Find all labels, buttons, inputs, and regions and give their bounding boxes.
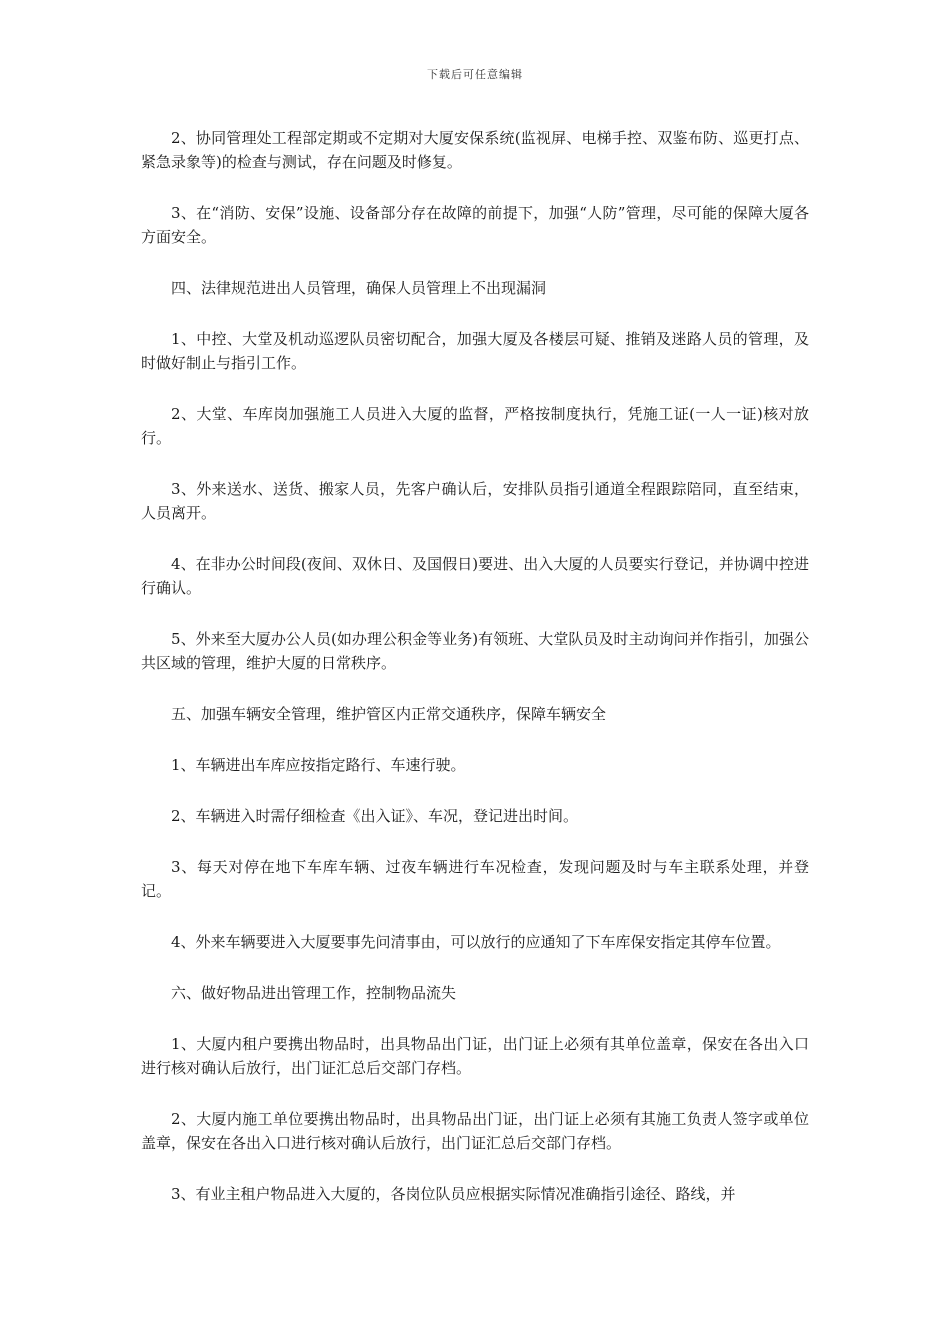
paragraph-item: 2、车辆进入时需仔细检查《出入证》、车况，登记进出时间。 <box>171 807 579 825</box>
paragraph-item: 1、大厦内租户要携出物品时，出具物品出门证，出门证上必须有其单位盖章，保安在各出入口进行核对确认后放行，出门证汇总后交部门存档。 <box>141 1035 809 1077</box>
paragraph-item: 2、协同管理处工程部定期或不定期对大厦安保系统(监视屏、电梯手控、双鉴布防、巡更打点、紧急录象等)的检查与测试，存在问题及时修复。 <box>141 129 809 171</box>
document-body <box>141 126 809 1233</box>
page-header: 下载后可任意编辑 <box>427 68 523 81</box>
section-heading: 五、加强车辆安全管理，维护管区内正常交通秩序，保障车辆安全 <box>171 705 607 723</box>
paragraph-item: 3、外来送水、送货、搬家人员，先客户确认后，安排队员指引通道全程跟踪陪同，直至结束，人员离开。 <box>141 480 809 522</box>
section-heading: 四、法律规范进出人员管理，确保人员管理上不出现漏洞 <box>171 279 547 297</box>
paragraph-item: 4、外来车辆要进入大厦要事先问清事由，可以放行的应通知了下车库保安指定其停车位置。 <box>171 933 781 951</box>
paragraph-item: 5、外来至大厦办公人员(如办理公积金等业务)有领班、大堂队员及时主动询问并作指引，加强公共区域的管理，维护大厦的日常秩序。 <box>141 630 809 672</box>
paragraph-item: 3、在“消防、安保”设施、设备部分存在故障的前提下，加强“人防”管理，尽可能的保障大厦各方面安全。 <box>141 204 809 246</box>
paragraph-item: 3、有业主租户物品进入大厦的，各岗位队员应根据实际情况准确指引途径、路线，并 <box>171 1185 736 1203</box>
paragraph-item: 1、中控、大堂及机动巡逻队员密切配合，加强大厦及各楼层可疑、推销及迷路人员的管理，及时做好制止与指引工作。 <box>141 330 809 372</box>
paragraph-item: 3、每天对停在地下车库车辆、过夜车辆进行车况检查，发现问题及时与车主联系处理，并登记。 <box>141 858 809 900</box>
section-heading: 六、做好物品进出管理工作，控制物品流失 <box>171 984 457 1002</box>
paragraph-item: 1、车辆进出车库应按指定路行、车速行驶。 <box>171 756 466 774</box>
paragraph-item: 2、大堂、车库岗加强施工人员进入大厦的监督，严格按制度执行，凭施工证(一人一证)核对放行。 <box>141 405 809 447</box>
paragraph-item: 4、在非办公时间段(夜间、双休日、及国假日)要进、出入大厦的人员要实行登记，并协调中控进行确认。 <box>141 555 809 597</box>
paragraph-item: 2、大厦内施工单位要携出物品时，出具物品出门证，出门证上必须有其施工负责人签字或单位盖章，保安在各出入口进行核对确认后放行，出门证汇总后交部门存档。 <box>141 1110 809 1152</box>
